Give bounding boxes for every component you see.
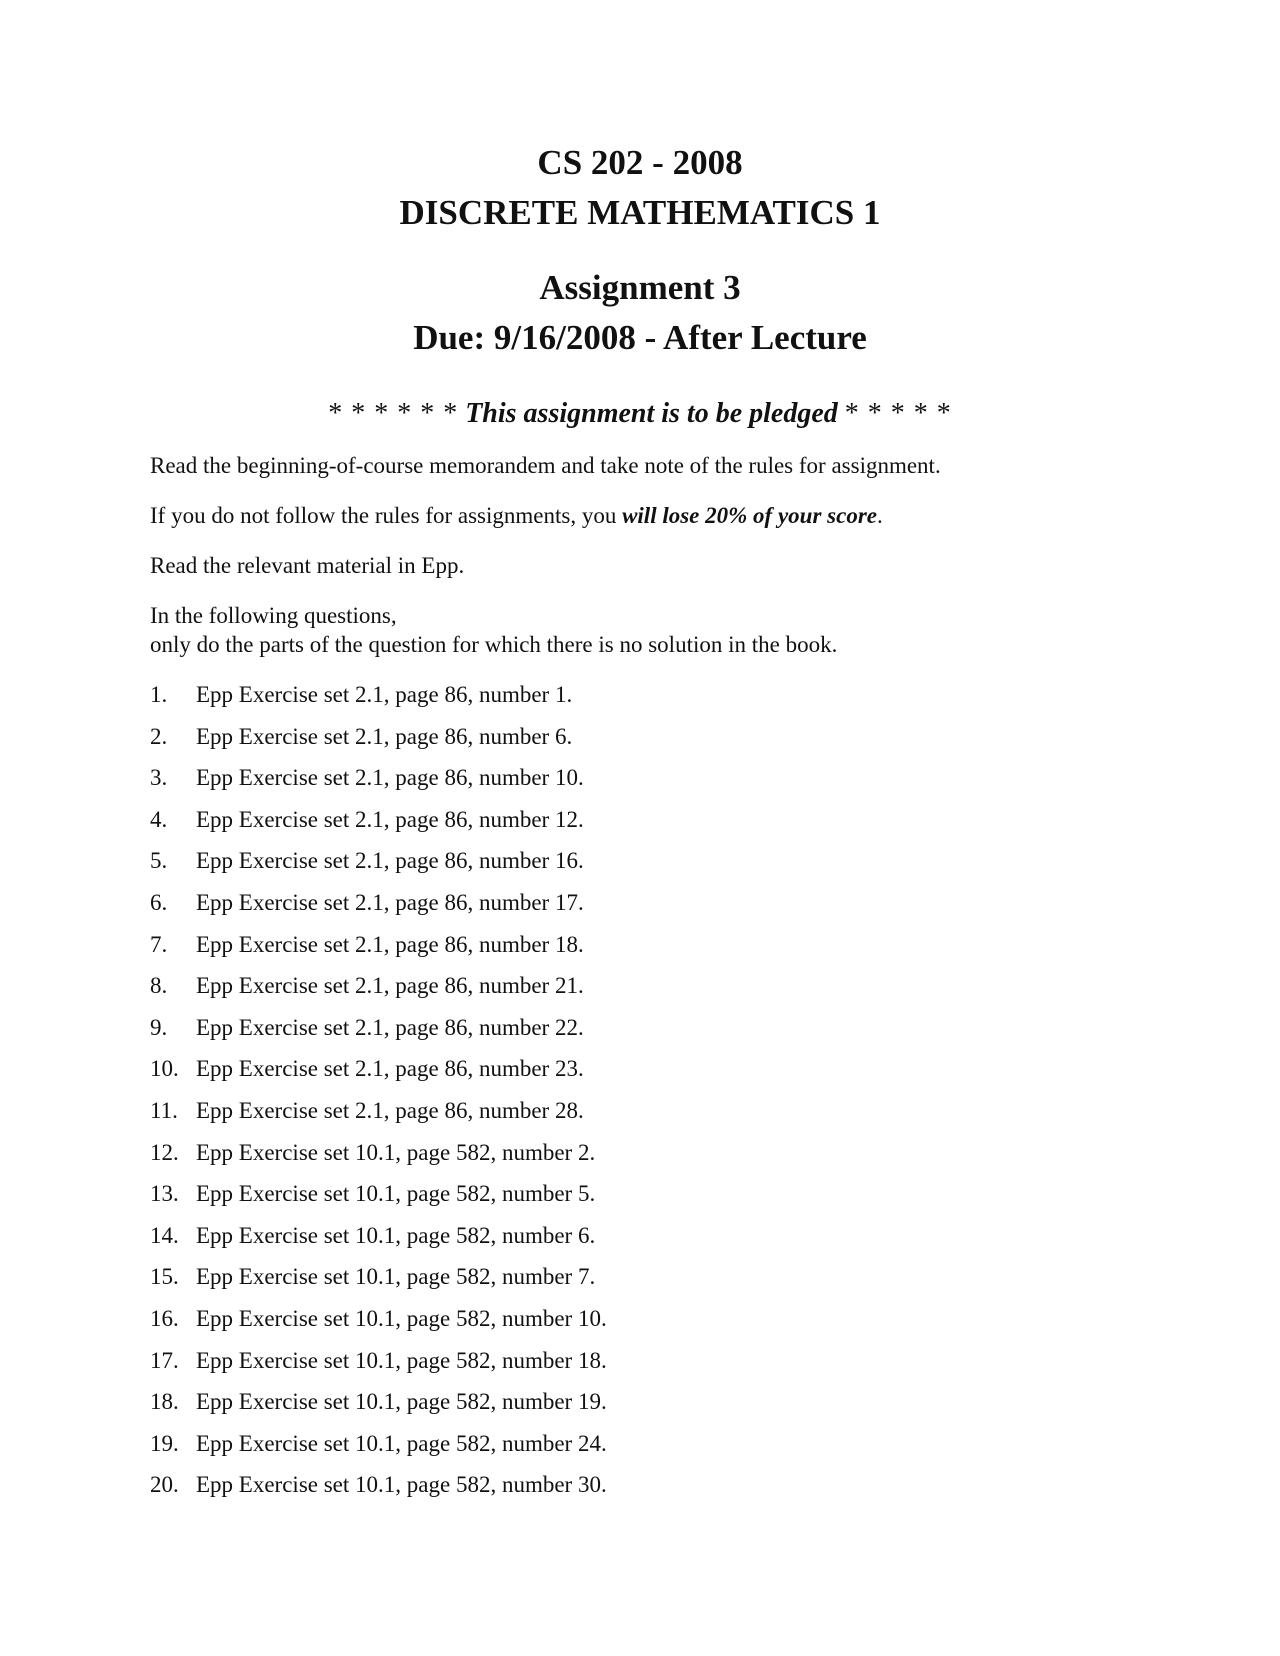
list-item-number: 2. — [150, 723, 168, 749]
list-item — [150, 1429, 1050, 1471]
list-item-number: 7. — [150, 931, 168, 957]
list-item-text: Epp Exercise set 2.1, page 86, number 12. — [196, 806, 584, 832]
due-date: Due: 9/16/2008 - After Lecture — [413, 318, 867, 357]
list-item-text: Epp Exercise set 2.1, page 86, number 1. — [196, 682, 573, 707]
list-item — [150, 1179, 1050, 1221]
list-item-number: 19. — [150, 1430, 179, 1456]
list-item-number: 3. — [150, 765, 168, 791]
assignment-title: Assignment 3 — [539, 268, 741, 307]
following-line-1: In the following questions, — [150, 603, 397, 628]
list-item-text: Epp Exercise set 2.1, page 86, number 18. — [196, 931, 584, 957]
list-item-text: Epp Exercise set 2.1, page 86, number 21. — [196, 973, 584, 999]
list-item-number: 10. — [150, 1056, 179, 1082]
list-item — [150, 1387, 1050, 1429]
list-item — [150, 1262, 1050, 1304]
list-item-text: Epp Exercise set 10.1, page 582, number 18. — [196, 1347, 607, 1373]
list-item-number: 14. — [150, 1222, 179, 1248]
list-item-text: Epp Exercise set 10.1, page 582, number 7. — [196, 1264, 596, 1290]
list-item-text: Epp Exercise set 10.1, page 582, number 30. — [196, 1472, 607, 1498]
list-item — [150, 930, 1050, 972]
list-item — [150, 805, 1050, 847]
pledge-message: This assignment is to be pledged — [465, 398, 838, 429]
list-item-text: Epp Exercise set 2.1, page 86, number 28. — [196, 1097, 584, 1123]
list-item — [150, 1054, 1050, 1096]
list-item-text: Epp Exercise set 2.1, page 86, number 10. — [196, 765, 584, 791]
list-item-number: 9. — [150, 1014, 168, 1040]
list-item-number: 16. — [150, 1305, 179, 1331]
list-item — [150, 1304, 1050, 1346]
list-item-text: Epp Exercise set 2.1, page 86, number 22. — [196, 1014, 584, 1040]
list-item — [150, 722, 1050, 764]
list-item-number: 8. — [150, 973, 168, 999]
list-item-number: 6. — [150, 889, 168, 915]
exercise-list — [150, 680, 1050, 1512]
list-item-number: 5. — [150, 848, 168, 874]
list-item-number: 17. — [150, 1347, 179, 1373]
list-item-text: Epp Exercise set 10.1, page 582, number 2. — [196, 1139, 596, 1165]
list-item-number: 1. — [150, 682, 168, 707]
list-item — [150, 1096, 1050, 1138]
list-item-number: 12. — [150, 1139, 179, 1165]
course-title: CS 202 - 2008 — [537, 143, 743, 182]
memo-paragraph: Read the beginning-of-course memorandem and take note of the rules for assignment. — [150, 453, 941, 478]
following-line-2: only do the parts of the question for which there is no solution in the book. — [150, 632, 838, 657]
list-item — [150, 1138, 1050, 1180]
pledge-stars-left: * * * * * * — [328, 398, 459, 429]
subject-title: DISCRETE MATHEMATICS 1 — [399, 193, 881, 232]
list-item-number: 4. — [150, 806, 168, 832]
list-item-text: Epp Exercise set 10.1, page 582, number 6. — [196, 1222, 596, 1248]
list-item-text: Epp Exercise set 10.1, page 582, number 5. — [196, 1181, 596, 1207]
list-item-text: Epp Exercise set 2.1, page 86, number 16. — [196, 848, 584, 874]
list-item-text: Epp Exercise set 10.1, page 582, number 19. — [196, 1389, 607, 1415]
list-item-text: Epp Exercise set 10.1, page 582, number 10. — [196, 1305, 607, 1331]
list-item-text: Epp Exercise set 10.1, page 582, number 24. — [196, 1430, 607, 1456]
list-item-text: Epp Exercise set 2.1, page 86, number 23. — [196, 1056, 584, 1082]
read-material-paragraph: Read the relevant material in Epp. — [150, 553, 465, 578]
list-item — [150, 680, 1050, 722]
list-item-number: 20. — [150, 1472, 179, 1498]
list-item — [150, 846, 1050, 888]
pledge-stars-right: * * * * * — [844, 398, 952, 429]
rules-paragraph — [150, 501, 1200, 530]
list-item-number: 15. — [150, 1264, 179, 1290]
list-item — [150, 888, 1050, 930]
list-item-text: Epp Exercise set 2.1, page 86, number 6. — [196, 723, 573, 749]
list-item — [150, 1346, 1050, 1388]
rules-suffix: . — [876, 503, 883, 528]
list-item — [150, 763, 1050, 805]
list-item — [150, 1221, 1050, 1263]
pledge-notice — [0, 397, 1280, 431]
rules-prefix: If you do not follow the rules for assignments, you — [150, 503, 623, 528]
list-item-number: 11. — [150, 1097, 178, 1123]
list-item-number: 18. — [150, 1389, 179, 1415]
list-item — [150, 971, 1050, 1013]
list-item — [150, 1470, 1050, 1512]
rules-emphasis: will lose 20% of your score — [622, 503, 877, 528]
list-item — [150, 1013, 1050, 1055]
list-item-number: 13. — [150, 1181, 179, 1207]
list-item-text: Epp Exercise set 2.1, page 86, number 17. — [196, 889, 584, 915]
